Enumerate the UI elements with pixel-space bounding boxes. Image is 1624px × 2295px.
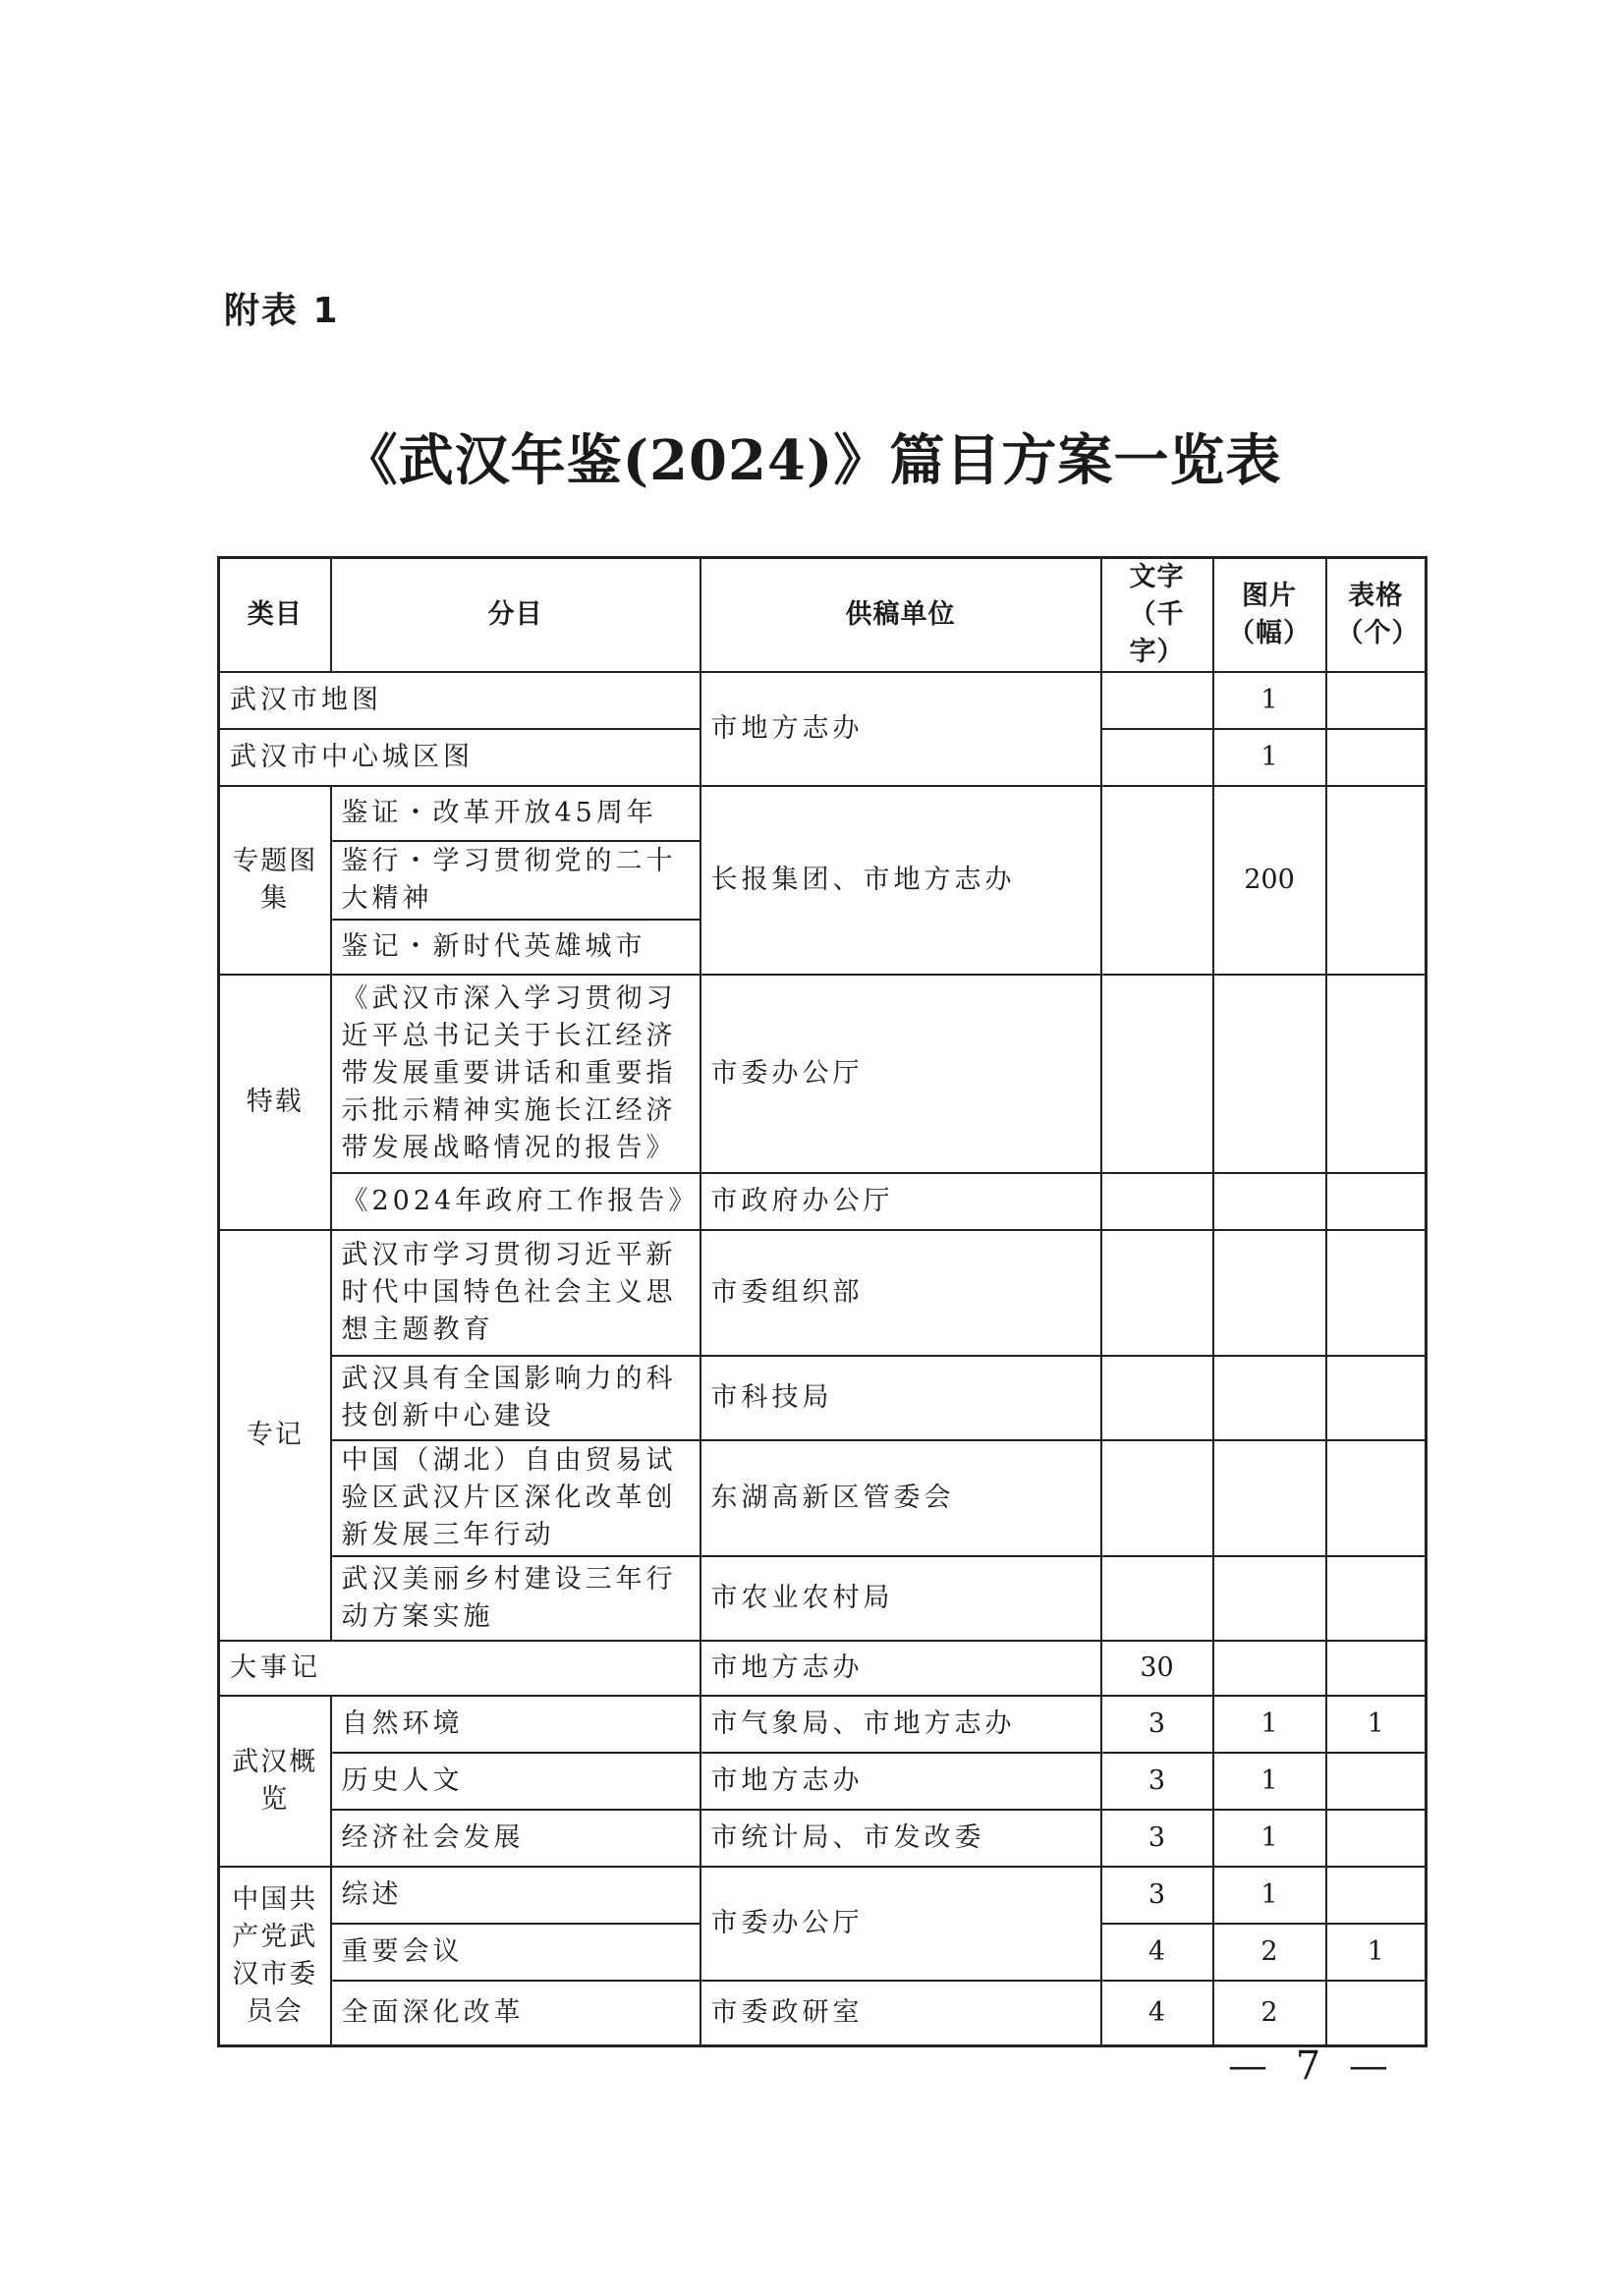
- subcategory-cell: 鉴证・改革开放45周年: [331, 786, 700, 841]
- text-cell: [1101, 1230, 1213, 1356]
- images-cell: [1213, 1556, 1326, 1641]
- images-cell: [1213, 1230, 1326, 1356]
- subcategory-cell: 武汉市学习贯彻习近平新时代中国特色社会主义思想主题教育: [331, 1230, 700, 1356]
- text-cell: 30: [1101, 1641, 1213, 1696]
- subcategory-cell: 历史人文: [331, 1753, 700, 1810]
- text-cell: 3: [1101, 1810, 1213, 1867]
- text-cell: [1101, 1556, 1213, 1641]
- subcategory-cell: 《武汉市深入学习贯彻习近平总书记关于长江经济带发展重要讲话和重要指示批示精神实施长江经济带发展战略情况的报告》: [331, 975, 700, 1173]
- tables-cell: [1326, 672, 1427, 729]
- header-text: 文字（千字）: [1101, 558, 1213, 673]
- table-row: [219, 1810, 1427, 1867]
- unit-cell: 市委办公厅: [700, 975, 1101, 1173]
- unit-cell: 市委办公厅: [700, 1867, 1101, 1981]
- category-cell: 专题图集: [219, 786, 331, 975]
- table-row: [219, 1230, 1427, 1356]
- subcategory-cell: 重要会议: [331, 1924, 700, 1981]
- subcategory-cell: 全面深化改革: [331, 1981, 700, 2045]
- subcategory-cell: 武汉具有全国影响力的科技创新中心建设: [331, 1356, 700, 1440]
- unit-cell: 市气象局、市地方志办: [700, 1696, 1101, 1753]
- unit-cell: 市地方志办: [700, 1753, 1101, 1810]
- tables-cell: [1326, 1230, 1427, 1356]
- text-cell: 3: [1101, 1696, 1213, 1753]
- category-cell: 武汉概览: [219, 1696, 331, 1867]
- unit-cell: 市统计局、市发改委: [700, 1810, 1101, 1867]
- tables-cell: 1: [1326, 1696, 1427, 1753]
- item-cell: 武汉市地图: [219, 672, 700, 729]
- item-cell: 大事记: [219, 1641, 700, 1696]
- images-cell: [1213, 1440, 1326, 1556]
- table-row: [219, 1173, 1427, 1230]
- table-row: [219, 672, 1427, 729]
- header-category: 类目: [219, 558, 331, 673]
- text-cell: [1101, 1356, 1213, 1440]
- tables-cell: [1326, 729, 1427, 786]
- header-tables: 表格（个）: [1326, 558, 1427, 673]
- table-row: [219, 1641, 1427, 1696]
- images-cell: 200: [1213, 786, 1326, 975]
- images-cell: [1213, 1173, 1326, 1230]
- subcategory-cell: 中国（湖北）自由贸易试验区武汉片区深化改革创新发展三年行动: [331, 1440, 700, 1556]
- unit-cell: 长报集团、市地方志办: [700, 786, 1101, 975]
- item-cell: 武汉市中心城区图: [219, 729, 700, 786]
- table-row: [219, 1753, 1427, 1810]
- text-cell: [1101, 1440, 1213, 1556]
- table-row: [219, 1981, 1427, 2045]
- images-cell: 1: [1213, 1696, 1326, 1753]
- header-subcategory: 分目: [331, 558, 700, 673]
- page-number: — 7 —: [1228, 2043, 1396, 2089]
- tables-cell: [1326, 1641, 1427, 1696]
- table-row: [219, 786, 1427, 841]
- appendix-label: 附表 1: [224, 291, 340, 331]
- unit-cell: 东湖高新区管委会: [700, 1440, 1101, 1556]
- unit-cell: 市科技局: [700, 1356, 1101, 1440]
- subcategory-cell: 武汉美丽乡村建设三年行动方案实施: [331, 1556, 700, 1641]
- unit-cell: 市委政研室: [700, 1981, 1101, 2045]
- category-cell: 专记: [219, 1230, 331, 1641]
- text-cell: [1101, 729, 1213, 786]
- table-header-row: [219, 558, 1427, 673]
- subcategory-cell: 自然环境: [331, 1696, 700, 1753]
- subcategory-cell: 《2024年政府工作报告》: [331, 1173, 700, 1230]
- subcategory-cell: 综述: [331, 1867, 700, 1924]
- unit-cell: 市委组织部: [700, 1230, 1101, 1356]
- tables-cell: [1326, 1810, 1427, 1867]
- unit-cell: 市农业农村局: [700, 1556, 1101, 1641]
- images-cell: 2: [1213, 1924, 1326, 1981]
- subcategory-cell: 鉴行・学习贯彻党的二十大精神: [331, 841, 700, 920]
- header-unit: 供稿单位: [700, 558, 1101, 673]
- tables-cell: 1: [1326, 1924, 1427, 1981]
- text-cell: 3: [1101, 1753, 1213, 1810]
- tables-cell: [1326, 786, 1427, 975]
- text-cell: [1101, 1173, 1213, 1230]
- unit-cell: 市地方志办: [700, 1641, 1101, 1696]
- subcategory-cell: 鉴记・新时代英雄城市: [331, 920, 700, 975]
- images-cell: [1213, 1356, 1326, 1440]
- tables-cell: [1326, 1556, 1427, 1641]
- tables-cell: [1326, 1356, 1427, 1440]
- unit-cell: 市地方志办: [700, 672, 1101, 786]
- catalog-table: [217, 556, 1428, 2047]
- table-row: [219, 1556, 1427, 1641]
- header-images: 图片（幅）: [1213, 558, 1326, 673]
- tables-cell: [1326, 1440, 1427, 1556]
- images-cell: 1: [1213, 1867, 1326, 1924]
- tables-cell: [1326, 1867, 1427, 1924]
- text-cell: 4: [1101, 1924, 1213, 1981]
- text-cell: [1101, 672, 1213, 729]
- table-row: [219, 1867, 1427, 1924]
- images-cell: 2: [1213, 1981, 1326, 2045]
- table-row: [219, 975, 1427, 1173]
- unit-cell: 市政府办公厅: [700, 1173, 1101, 1230]
- subcategory-cell: 经济社会发展: [331, 1810, 700, 1867]
- images-cell: 1: [1213, 729, 1326, 786]
- text-cell: 3: [1101, 1867, 1213, 1924]
- table-row: [219, 1356, 1427, 1440]
- text-cell: [1101, 975, 1213, 1173]
- images-cell: [1213, 1641, 1326, 1696]
- tables-cell: [1326, 975, 1427, 1173]
- category-cell: 中国共产党武汉市委员会: [219, 1867, 331, 2045]
- table-row: [219, 1440, 1427, 1556]
- table-row: [219, 1696, 1427, 1753]
- category-cell: 特载: [219, 975, 331, 1230]
- images-cell: [1213, 975, 1326, 1173]
- tables-cell: [1326, 1981, 1427, 2045]
- images-cell: 1: [1213, 1753, 1326, 1810]
- tables-cell: [1326, 1173, 1427, 1230]
- tables-cell: [1326, 1753, 1427, 1810]
- text-cell: 4: [1101, 1981, 1213, 2045]
- images-cell: 1: [1213, 1810, 1326, 1867]
- images-cell: 1: [1213, 672, 1326, 729]
- document-title: 《武汉年鉴(2024)》篇目方案一览表: [342, 428, 1282, 493]
- text-cell: [1101, 786, 1213, 975]
